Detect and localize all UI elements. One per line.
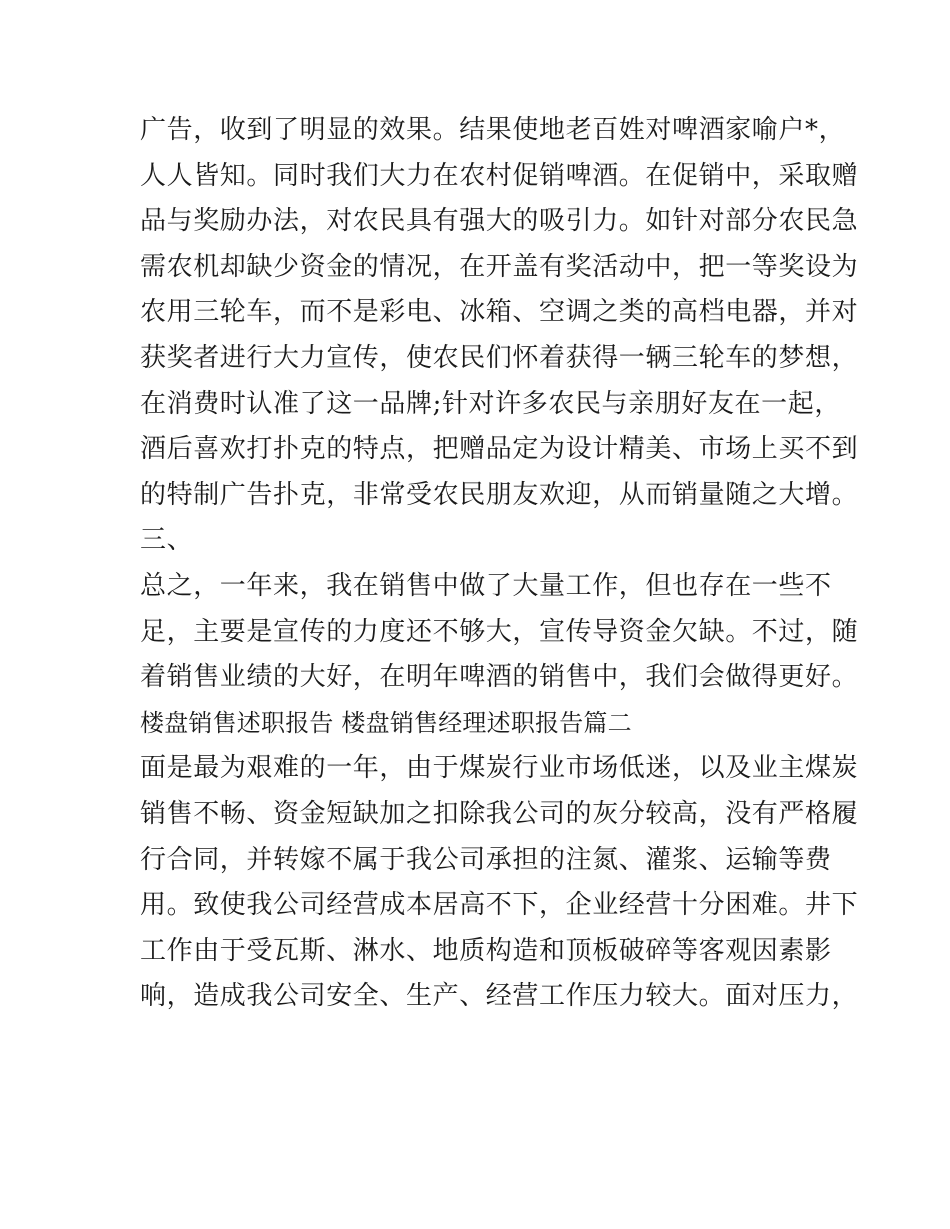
body-line: 品与奖励办法，对农民具有强大的吸引力。如针对部分农民急 [140, 206, 859, 237]
body-line: 销售不畅、资金短缺加之扣除我公司的灰分较高，没有严格履 [140, 798, 859, 829]
body-line: 面是最为艰难的一年，由于煤炭行业市场低迷，以及业主煤炭 [140, 753, 859, 784]
body-line: 需农机却缺少资金的情况，在开盖有奖活动中，把一等奖设为 [140, 251, 859, 282]
body-line: 酒后喜欢打扑克的特点，把赠品定为设计精美、市场上买不到 [140, 434, 859, 465]
document-body [140, 108, 859, 1020]
body-line: 工作由于受瓦斯、淋水、地质构造和顶板破碎等客观因素影 [140, 935, 832, 966]
body-line: 农用三轮车，而不是彩电、冰箱、空调之类的高档电器，并对 [140, 297, 859, 328]
body-line: 总之，一年来，我在销售中做了大量工作，但也存在一些不 [140, 570, 832, 601]
body-line: 广告，收到了明显的效果。结果使地老百姓对啤酒家喻户*， [140, 115, 846, 145]
body-line: 行合同，并转嫁不属于我公司承担的注氮、灌浆、运输等费 [140, 844, 832, 875]
body-line: 获奖者进行大力宣传，使农民们怀着获得一辆三轮车的梦想， [140, 342, 859, 373]
body-line: 人人皆知。同时我们大力在农村促销啤酒。在促销中，采取赠 [140, 160, 859, 191]
body-line: 足，主要是宣传的力度还不够大，宣传导资金欠缺。不过，随 [140, 616, 859, 647]
section-heading: 楼盘销售述职报告 楼盘销售经理述职报告篇二 [140, 708, 632, 737]
section-marker: 三、 [140, 525, 194, 556]
body-line: 响，造成我公司安全、生产、经营工作压力较大。面对压力， [140, 981, 859, 1012]
body-line: 在消费时认准了这一品牌;针对许多农民与亲朋好友在一起， [140, 388, 841, 419]
body-line: 着销售业绩的大好，在明年啤酒的销售中，我们会做得更好。 [140, 662, 859, 693]
body-line: 的特制广告扑克，非常受农民朋友欢迎，从而销量随之大增。 [140, 479, 859, 510]
body-line: 用。致使我公司经营成本居高不下，企业经营十分困难。井下 [140, 890, 859, 921]
